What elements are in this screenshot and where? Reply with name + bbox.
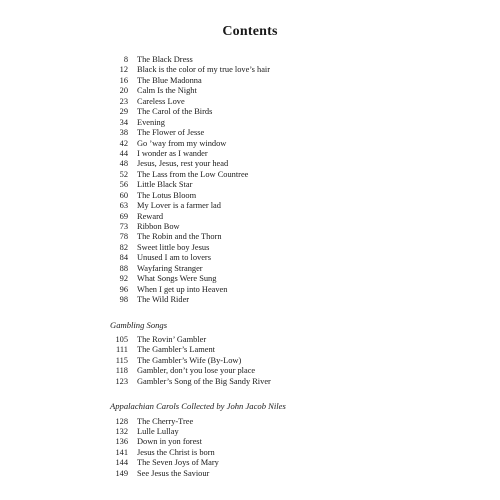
toc-entry [110,469,410,479]
page-number: 52 [119,169,128,179]
song-title: Little Black Star [137,180,193,190]
page-number: 16 [119,75,128,85]
song-title: Calm Is the Night [137,86,197,96]
toc-entry [110,65,410,75]
song-title: The Seven Joys of Mary [137,458,219,468]
song-title: Sweet little boy Jesus [137,242,210,252]
page-number: 82 [119,242,128,252]
toc-entry [110,366,410,376]
page-number: 92 [119,274,128,284]
page-number: 144 [115,458,128,468]
song-title: See Jesus the Saviour [137,468,210,478]
song-title: Wayfaring Stranger [137,263,203,273]
section-heading: Appalachian Carols Collected by John Jacob Niles [110,401,286,412]
song-title: When I get up into Heaven [137,284,228,294]
page-number: 38 [119,128,128,138]
page-number: 44 [119,148,128,158]
song-title: The Rovin’ Gambler [137,334,207,344]
song-title: Jesus, Jesus, rest your head [137,159,229,169]
toc-entry [110,191,410,201]
song-title: Ribbon Bow [137,222,180,231]
toc-entry [110,335,410,345]
page-number: 34 [119,117,128,127]
table-of-contents [110,55,410,479]
toc-entry [110,97,410,107]
song-title: I wonder as I wander [137,148,208,158]
page-number: 23 [119,96,128,106]
page-number: 20 [119,86,128,96]
page-number: 12 [119,65,128,75]
song-title: Lulle Lullay [137,427,179,436]
page-number: 98 [119,295,128,305]
song-title: Go ’way from my window [137,138,227,148]
song-title: The Lotus Bloom [137,190,197,200]
page-number: 48 [119,159,128,169]
song-title: The Carol of the Birds [137,107,213,117]
page-number: 84 [119,253,128,263]
page-number: 111 [116,345,128,355]
page-number: 69 [119,211,128,221]
toc-entry [110,118,410,128]
song-title: The Cherry-Tree [137,416,194,426]
page-number: 149 [115,468,128,478]
page-number: 105 [115,334,128,344]
page-number: 78 [119,232,128,242]
toc-entry [110,356,410,366]
page-number: 123 [115,376,128,386]
toc-entry [110,201,410,211]
song-title: The Wild Rider [137,295,190,305]
page-number: 88 [119,263,128,273]
toc-entry [110,128,410,138]
page-number: 29 [119,107,128,117]
page-title: Contents [222,24,278,39]
song-title: Careless Love [137,96,185,106]
song-title: The Blue Madonna [137,75,202,85]
toc-entry [110,243,410,253]
toc-entry [110,253,410,263]
toc-section [110,401,410,479]
song-title: The Flower of Jesse [137,128,205,138]
toc-entry [110,232,410,242]
page-number: 128 [115,416,128,426]
page-number: 42 [119,138,128,148]
song-title: The Gambler’s Wife (By-Low) [137,355,242,365]
page-number: 118 [115,366,128,376]
toc-entry [110,437,410,447]
song-title: Down in yon forest [137,437,202,447]
song-title: Evening [137,117,165,127]
page-number: 132 [115,427,128,436]
song-title: Jesus the Christ is born [137,447,215,457]
song-title: Gambler, don’t you lose your place [137,366,256,376]
song-title: Unused I am to lovers [137,253,211,263]
page-number: 136 [115,437,128,447]
toc-entry [110,285,410,295]
song-title: My Lover is a farmer lad [137,201,221,211]
toc-entry [110,159,410,169]
page-number: 8 [123,55,128,64]
toc-entry [110,86,410,96]
toc-entry [110,295,410,305]
song-title: The Lass from the Low Countree [137,169,249,179]
toc-entry [110,274,410,284]
toc-entry [110,417,410,427]
toc-entry [110,427,410,437]
song-title: The Robin and the Thorn [137,232,222,242]
toc-section [110,55,410,306]
page-number: 141 [115,447,128,457]
song-title: Reward [137,211,164,221]
toc-entry [110,107,410,117]
toc-entry [110,222,410,232]
page-number: 60 [119,190,128,200]
toc-entry [110,264,410,274]
toc-section [110,320,410,388]
song-title: The Gambler’s Lament [137,345,215,355]
toc-entry [110,212,410,222]
toc-entry [110,76,410,86]
page-number: 96 [119,284,128,294]
page-number: 73 [119,222,128,231]
toc-entry [110,458,410,468]
toc-entry [110,345,410,355]
toc-entry [110,149,410,159]
page-number: 63 [119,201,128,211]
toc-entry [110,170,410,180]
section-heading: Gambling Songs [110,319,168,330]
toc-entry [110,180,410,190]
song-title: Gambler’s Song of the Big Sandy River [137,376,271,386]
song-title: What Songs Were Sung [137,274,217,284]
toc-entry [110,139,410,149]
toc-entry [110,55,410,65]
page-number: 56 [119,180,128,190]
toc-entry [110,448,410,458]
song-title: The Black Dress [137,55,193,64]
toc-entry [110,377,410,387]
song-title: Black is the color of my true love’s hair [137,65,271,75]
page-number: 115 [115,355,128,365]
